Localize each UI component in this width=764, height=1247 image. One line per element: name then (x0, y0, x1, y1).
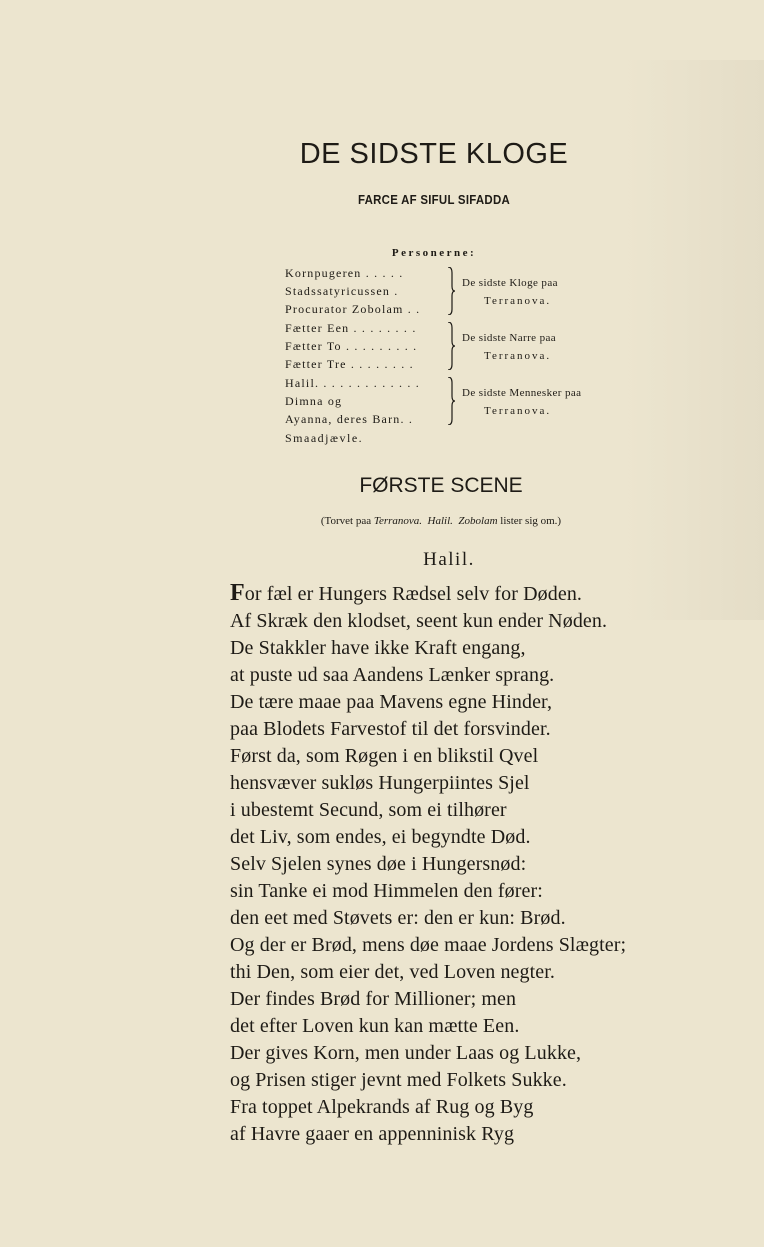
cast-name: Ayanna, deres Barn. . (285, 412, 414, 426)
stage-direction: (Torvet paa Terranova. Halil. Zobolam lister sig om.) (320, 515, 562, 527)
curly-brace (447, 267, 455, 315)
verse-line: Fra toppet Alpekrands af Rug og Byg (230, 1096, 534, 1118)
cast-group-kloge (285, 264, 645, 318)
verse-line: hensvæver sukløs Hungerpiintes Sjel (230, 772, 530, 794)
verse-line: Selv Sjelen synes døe i Hungersnød: (230, 853, 527, 875)
cast-name: Fætter Een . . . . . . . . (285, 321, 417, 335)
verse-line: i ubestemt Secund, som ei tilhører (230, 799, 507, 821)
verse-block (230, 580, 750, 1148)
personae-heading: Personerne: (391, 247, 477, 259)
verse-line: Af Skræk den klodset, seent kun ender Nøden. (230, 610, 608, 632)
play-title: DE SIDSTE KLOGE (299, 138, 569, 170)
verse-line: og Prisen stiger jevnt med Folkets Sukke. (230, 1069, 567, 1091)
verse-line: De tære maae paa Mavens egne Hinder, (230, 691, 553, 713)
verse-line: det Liv, som endes, ei begyndte Død. (230, 826, 531, 848)
cast-description: De sidste Narre paa Terranova. (462, 332, 557, 362)
verse-line: sin Tanke ei mod Himmelen den fører: (230, 880, 543, 902)
verse-line: Og der er Brød, mens døe maae Jordens Slægter; (230, 934, 627, 956)
cast-group-mennesker (285, 374, 645, 428)
cast-name: Dimna og (285, 394, 343, 408)
verse-line: paa Blodets Farvestof til det forsvinder. (230, 718, 551, 740)
verse-line: For fæl er Hungers Rædsel selv for Døden. (230, 580, 583, 606)
verse-line: Der findes Brød for Millioner; men (230, 988, 517, 1010)
cast-name: Kornpugeren . . . . . (285, 266, 404, 280)
cast-list (285, 264, 645, 447)
verse-line: at puste ud saa Aandens Lænker sprang. (230, 664, 555, 686)
speaker-name: Halil. (423, 549, 475, 570)
verse-line: Først da, som Røgen i en blikstil Qvel (230, 745, 539, 767)
scene-heading: FØRSTE SCENE (359, 474, 523, 497)
cast-extra: Smaadjævle. (285, 431, 364, 445)
verse-line: den eet med Støvets er: den er kun: Brød. (230, 907, 566, 929)
cast-group-narre (285, 319, 645, 373)
verse-line: thi Den, som eier det, ved Loven negter. (230, 961, 556, 983)
cast-description: De sidste Kloge paa Terranova. (462, 277, 558, 307)
verse-line: det efter Loven kun kan mætte Een. (230, 1015, 520, 1037)
verse-line: De Stakkler have ikke Kraft engang, (230, 637, 526, 659)
cast-name: Procurator Zobolam . . (285, 302, 421, 316)
cast-name: Halil. . . . . . . . . . . . . (285, 376, 420, 390)
verse-line: Der gives Korn, men under Laas og Lukke, (230, 1042, 582, 1064)
cast-name: Fætter To . . . . . . . . . (285, 339, 418, 353)
curly-brace (447, 377, 455, 425)
cast-description: De sidste Mennesker paa Terranova. (462, 387, 582, 417)
cast-name: Fætter Tre . . . . . . . . (285, 357, 414, 371)
play-subtitle: FARCE AF SIFUL SIFADDA (358, 192, 510, 207)
curly-brace (447, 322, 455, 370)
verse-line: af Havre gaaer en appenninisk Ryg (230, 1123, 515, 1145)
cast-name: Stadssatyricussen . (285, 284, 399, 298)
